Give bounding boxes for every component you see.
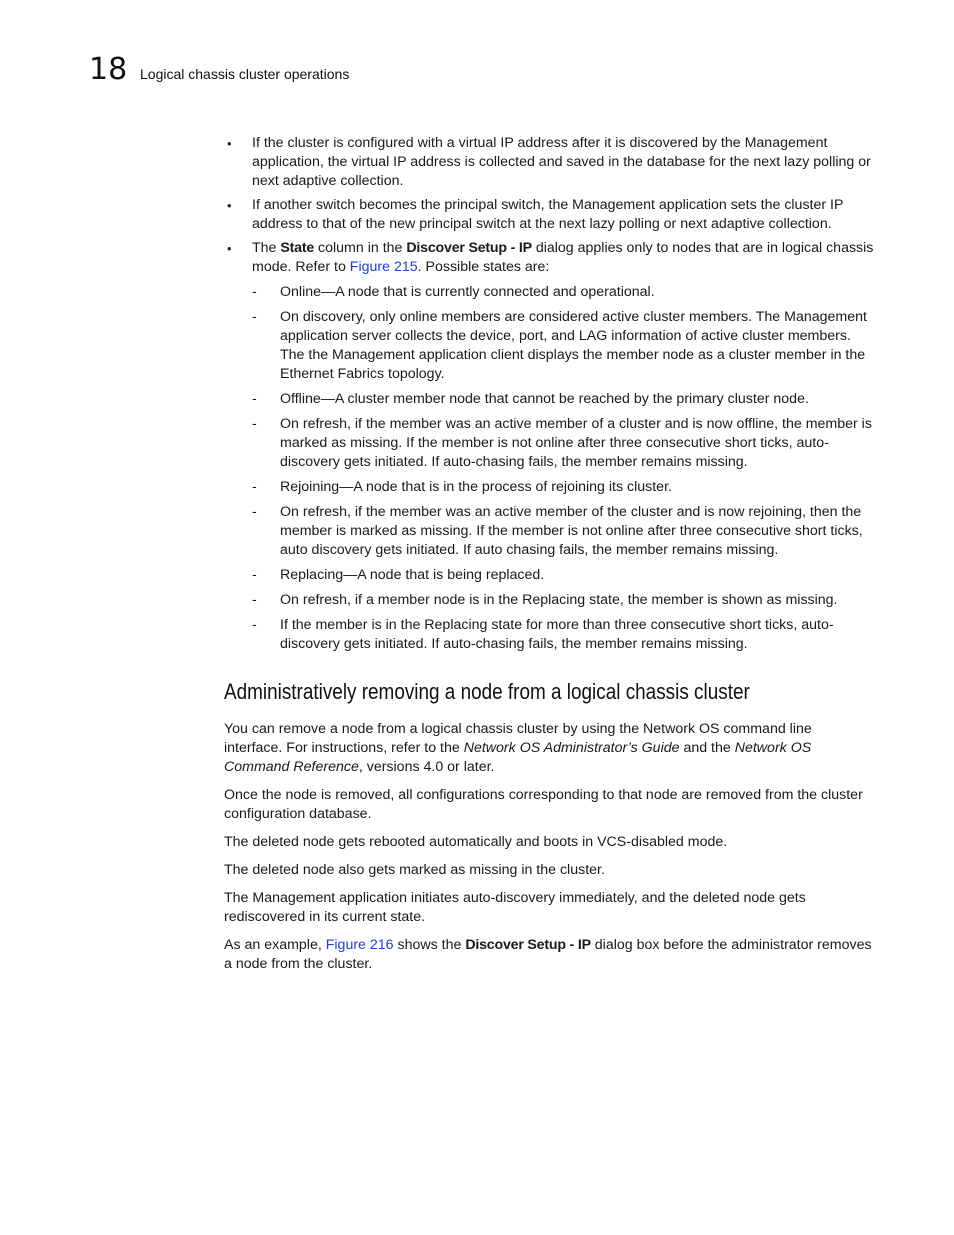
sub-item-text: If the member is in the Replacing state for more than three consecutive short ticks, auto-discovery gets initiated. If auto-chasing fails, the member remains missing. — [280, 617, 834, 652]
bullet-item-virtual-ip — [224, 134, 874, 191]
discover-setup-ip-label: Discover Setup - IP — [465, 937, 591, 953]
paragraph-text: As an example, — [224, 937, 326, 953]
paragraph-rebooted: The deleted node gets rebooted automatically and boots in VCS-disabled mode. — [224, 834, 728, 850]
dash-icon: - — [252, 504, 257, 520]
paragraph-example — [224, 936, 874, 974]
guide-title: Network OS Administrator’s Guide — [463, 740, 680, 756]
sub-item-replacing-ticks — [252, 616, 874, 654]
dash-icon: - — [252, 479, 257, 495]
dash-icon: - — [252, 617, 257, 633]
sub-item-text: Rejoining—A node that is in the process of rejoining its cluster. — [280, 479, 672, 495]
bullet-text-mid2: dialog applies only to nodes that are in logical chassis mode. Refer to — [252, 240, 874, 275]
figure-216-link[interactable]: Figure 216 — [325, 937, 394, 953]
sub-item-text: Online—A node that is currently connected and operational. — [280, 284, 655, 300]
figure-215-link[interactable]: Figure 215 — [349, 259, 418, 275]
chapter-number: 18 — [89, 52, 128, 87]
paragraph-text: and the — [679, 740, 735, 756]
reference-title: Network OS Command Reference — [224, 740, 812, 775]
bullet-icon: • — [227, 136, 232, 151]
paragraph-auto-discovery: The Management application initiates auto-discovery immediately, and the deleted node gets rediscovered in its current state. — [224, 890, 806, 925]
dash-icon: - — [252, 592, 257, 608]
state-sub-list — [252, 283, 874, 654]
bullet-text-prefix: The — [252, 240, 281, 256]
sub-item-rejoining-refresh — [252, 503, 874, 560]
bullet-text-suffix: . Possible states are: — [417, 259, 550, 275]
state-column-label: State — [280, 240, 315, 256]
dash-icon: - — [252, 391, 257, 407]
discover-setup-ip-label: Discover Setup - IP — [406, 240, 532, 256]
sub-item-rejoining — [252, 478, 874, 497]
paragraph-marked-missing: The deleted node also gets marked as missing in the cluster. — [224, 862, 605, 878]
sub-item-text: On refresh, if the member was an active member of a cluster and is now offline, the member is marked as missing. If the member is not online after three consecutive short ticks, auto-discovery gets initiated. If auto-chasing fails, the member remains missing. — [280, 416, 872, 470]
sub-item-text: On refresh, if a member node is in the Replacing state, the member is shown as missing. — [280, 592, 838, 608]
paragraph-config-removed: Once the node is removed, all configurations corresponding to that node are removed from the cluster configuration database. — [224, 787, 863, 822]
bullet-item-principal-switch — [224, 196, 874, 234]
chapter-title: Logical chassis cluster operations — [140, 66, 350, 82]
page-content — [224, 134, 874, 983]
dash-icon: - — [252, 567, 257, 583]
dash-icon: - — [252, 309, 257, 325]
sub-item-replacing-refresh — [252, 591, 874, 610]
dash-icon: - — [252, 416, 257, 432]
dash-icon: - — [252, 284, 257, 300]
sub-item-text: On refresh, if the member was an active member of the cluster and is now rejoining, then the member is marked as missing. If the member is not online after three consecutive short ticks, auto discovery gets initiated. If auto chasing fails, the member remains missing. — [280, 504, 863, 558]
sub-item-offline — [252, 390, 874, 409]
sub-item-text: Offline—A cluster member node that cannot be reached by the primary cluster node. — [280, 391, 809, 407]
paragraph-text: , versions 4.0 or later. — [358, 759, 495, 775]
bullet-icon: • — [227, 241, 232, 256]
sub-item-offline-refresh — [252, 415, 874, 472]
sub-item-online-discovery — [252, 308, 874, 384]
paragraph-text: dialog box before the administrator removes a node from the cluster. — [224, 937, 872, 972]
bullet-text-mid: column in the — [314, 240, 407, 256]
section-heading: Administratively removing a node from a logical chassis cluster — [224, 679, 750, 704]
bullet-item-state-column — [224, 239, 874, 654]
bullet-list — [224, 134, 874, 654]
paragraph-cli — [224, 720, 874, 777]
sub-item-text: On discovery, only online members are considered active cluster members. The Management application server collects the device, port, and LAG information of active cluster members. The the Management application client displays the member node as a cluster member in the Ethernet Fabrics topology. — [280, 309, 867, 382]
bullet-text: If another switch becomes the principal switch, the Management application sets the cluster IP address to that of the new principal switch at the next lazy polling or next adaptive collection. — [252, 197, 844, 232]
bullet-icon: • — [227, 198, 232, 213]
sub-item-online — [252, 283, 874, 302]
sub-item-replacing — [252, 566, 874, 585]
paragraph-text: shows the — [393, 937, 466, 953]
sub-item-text: Replacing—A node that is being replaced. — [280, 567, 545, 583]
bullet-text: If the cluster is configured with a virtual IP address after it is discovered by the Management application, the virtual IP address is collected and saved in the database for the next lazy polling or next adaptive collection. — [252, 135, 871, 189]
paragraph-text: You can remove a node from a logical chassis cluster by using the Network OS command line interface. For instructions, refer to the — [224, 721, 812, 756]
